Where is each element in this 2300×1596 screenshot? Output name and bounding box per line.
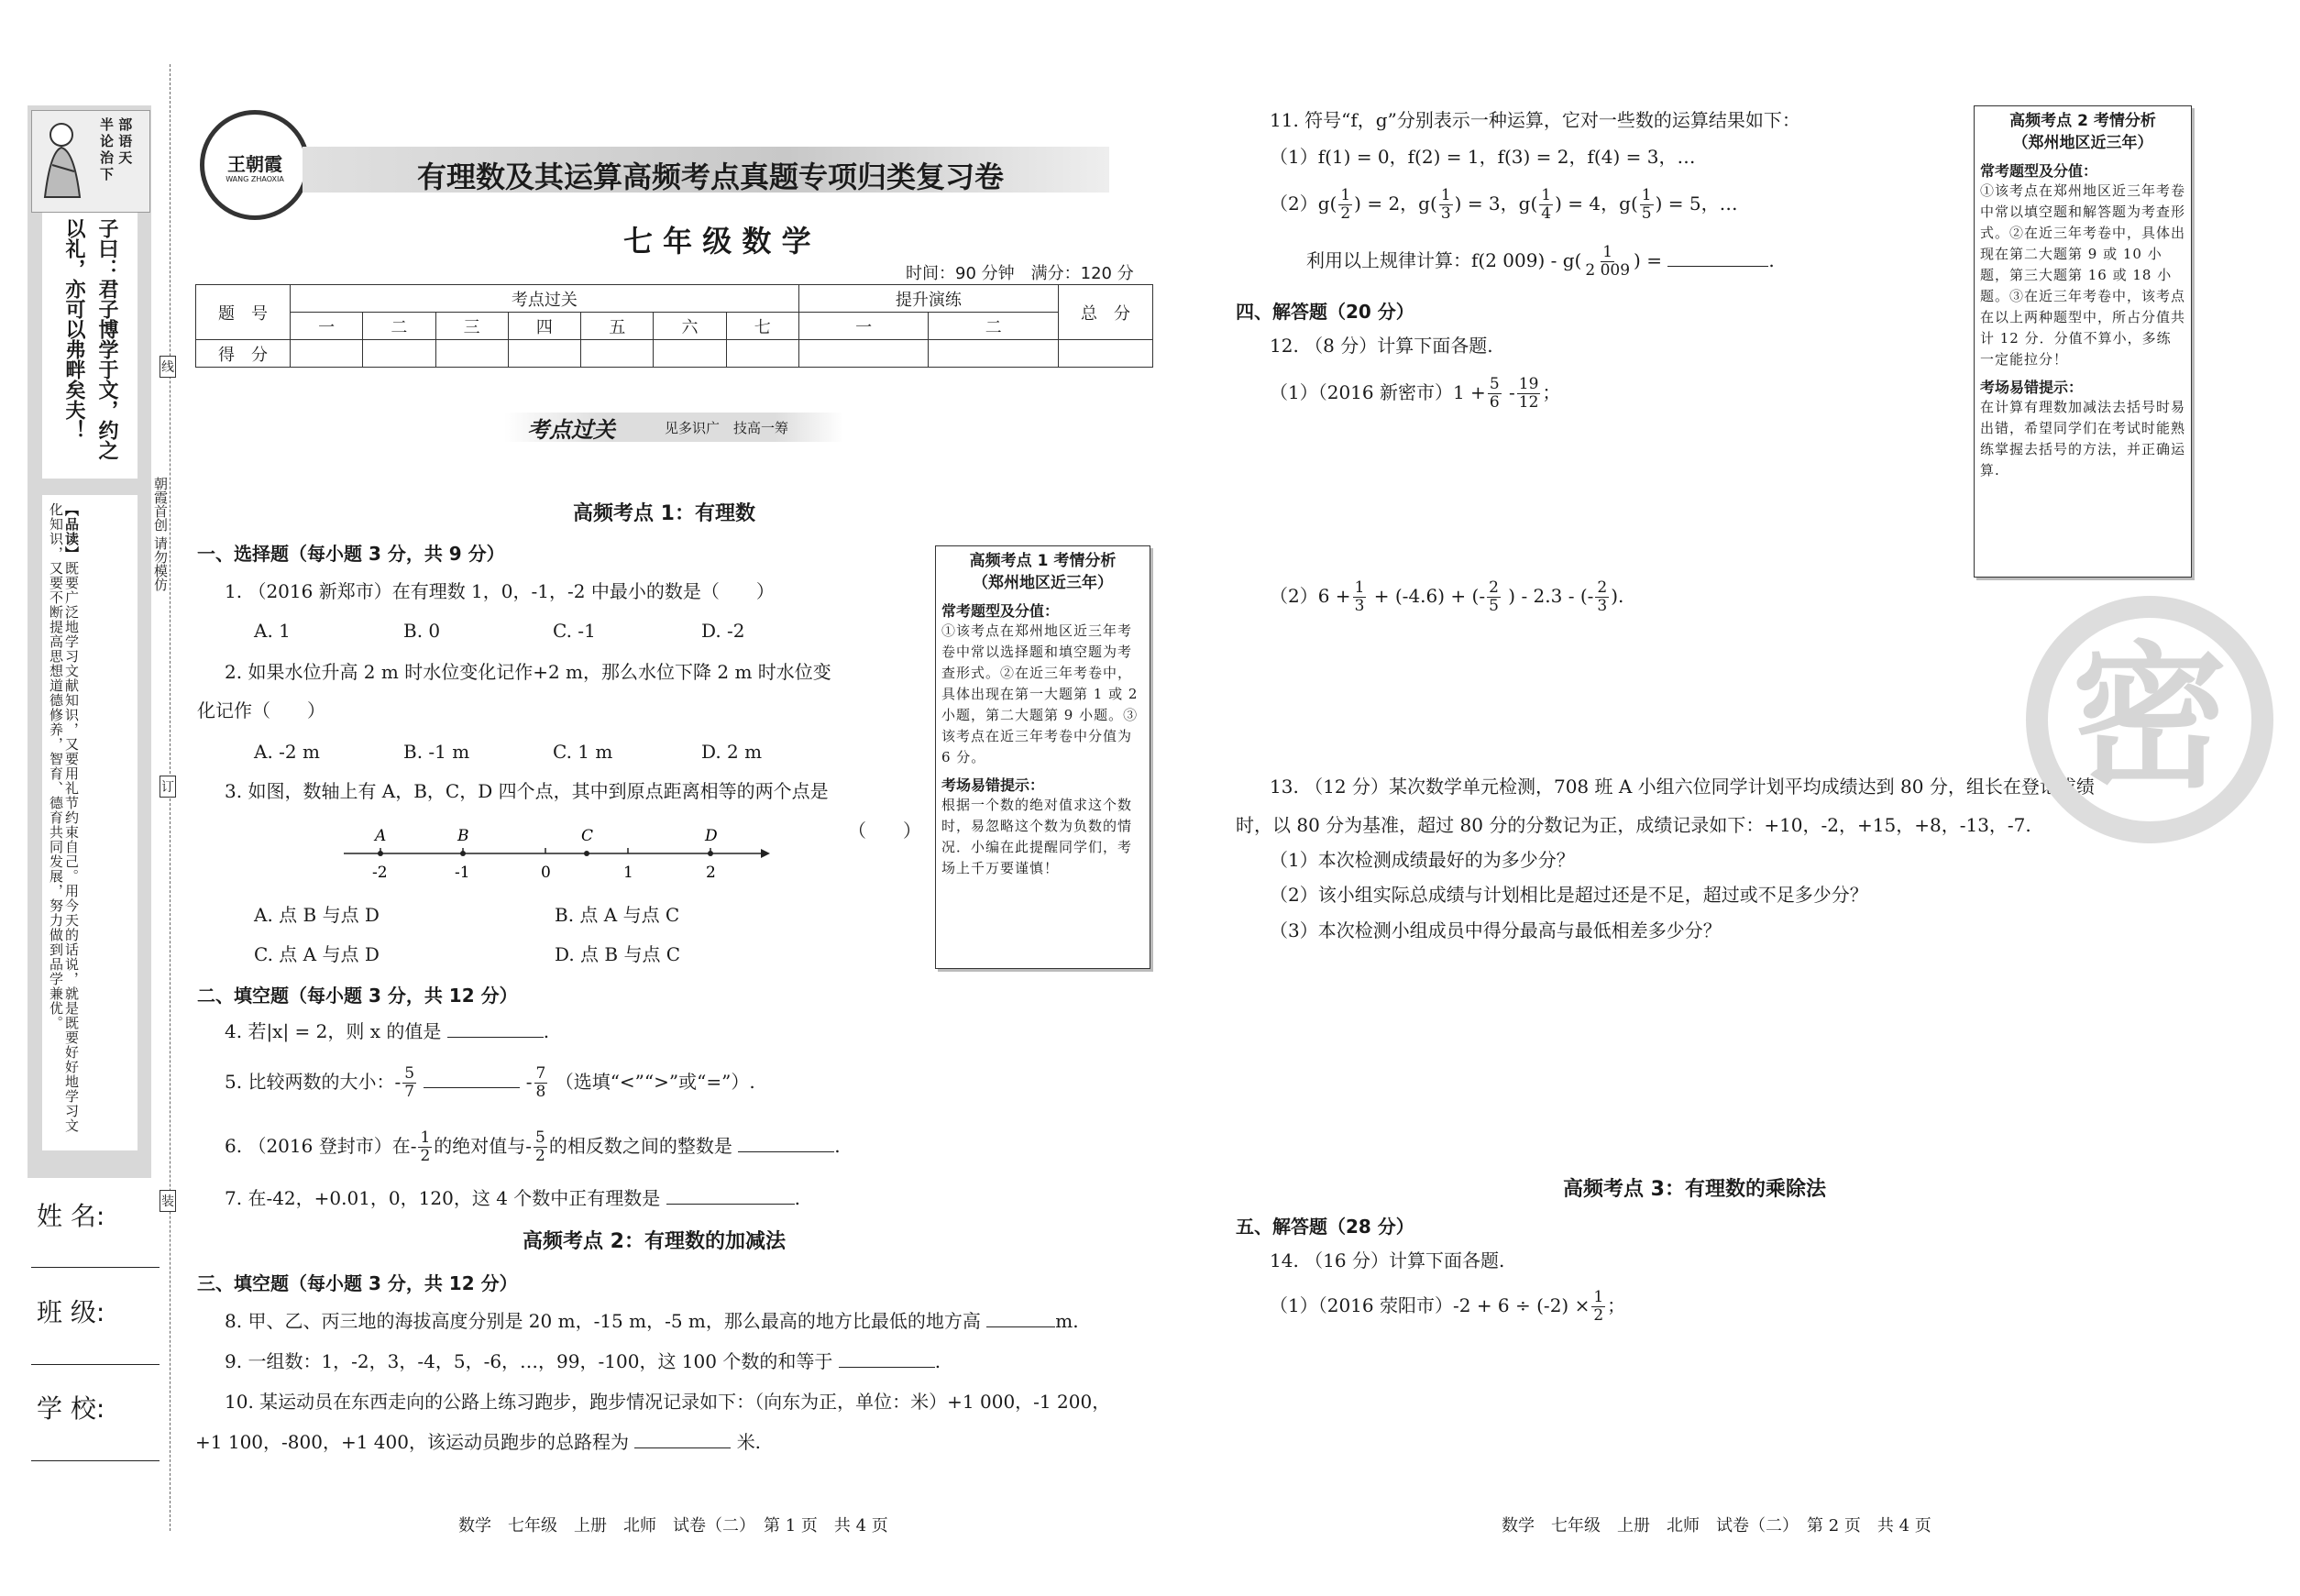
tick-label: -2 xyxy=(372,864,388,882)
fraction: $\frac{1}{2}$ xyxy=(1340,186,1351,223)
question-2-cont: 化记作（ ） xyxy=(197,699,325,721)
box2-title2: （郑州地区近三年） xyxy=(2012,134,2153,152)
fraction: $\frac{1}{2}$ xyxy=(420,1128,431,1165)
q7-answer-blank[interactable] xyxy=(666,1187,795,1205)
question-3: 3. 如图，数轴上有 A，B，C，D 四个点，其中到原点距离相等的两个点是 xyxy=(225,780,829,802)
question-12: 12. （8 分）计算下面各题. xyxy=(1270,335,1493,357)
point-label: B xyxy=(457,827,469,845)
q9-answer-blank[interactable] xyxy=(839,1350,935,1368)
tick-marks xyxy=(380,848,710,853)
banner-main: 考点过关 xyxy=(527,417,615,443)
cut-line xyxy=(170,64,171,1531)
q2-option-b[interactable]: B. -1 m xyxy=(403,741,470,763)
col-label: 五 xyxy=(581,313,654,340)
col-label: 一 xyxy=(798,313,929,340)
question-9: 9. 一组数：1，-2，3，-4，5，-6，…，99，-100，这 100 个数的和等于 . xyxy=(225,1350,941,1372)
q11-line-2: （2）g( $\frac{1}{2}$ ) = 2，g( $\frac{1}{3}$ ) = 3，g( $\frac{1}{4}$ ) = 4，g( $\frac{1}{5}$ ) = 5，… xyxy=(1270,186,1738,223)
question-8 xyxy=(225,1309,1079,1333)
secret-stamp xyxy=(2026,596,2273,843)
q10-answer-blank[interactable] xyxy=(634,1431,731,1448)
q11-line-1: （1）f(1) = 0，f(2) = 1，f(3) = 2，f(4) = 3，… xyxy=(1270,146,1696,168)
name-field[interactable] xyxy=(31,1267,160,1268)
fraction: $\frac{1}{4}$ xyxy=(1541,186,1552,223)
logo-text: 王朝霞 xyxy=(227,153,282,175)
fraction: $\frac{1}{3}$ xyxy=(1354,578,1365,615)
q10-text-b: +1 100，-800，+1 400，该运动员跑步的总路程为 xyxy=(195,1431,629,1453)
score-cell[interactable] xyxy=(1059,340,1153,368)
box1-sub1: 常考题型及分值： xyxy=(941,602,1060,620)
scholar-figure-icon xyxy=(34,115,98,206)
school-label: 学 校: xyxy=(37,1393,105,1424)
box2-sub2: 考场易错提示： xyxy=(1980,379,2084,396)
question-2: 2. 如果水位升高 2 m 时水位变化记作+2 m，那么水位下降 2 m 时水位变 xyxy=(225,661,831,683)
question-6: 6. （2016 登封市）在- $\frac{1}{2}$ 的绝对值与- $\frac{5}{2}$ 的相反数之间的整数是 . xyxy=(225,1128,841,1165)
logo-sub: WANG ZHAOXIA xyxy=(226,175,284,183)
section-5: 五、解答题（28 分） xyxy=(1236,1216,1414,1238)
box2-text1: ①该考点在郑州地区近三年考卷中常以填空题和解答题为考查形式。②在近三年考卷中，具体出现在第二大题第 9 或 10 小题，第三大题第 16 或 18 小题。③在近三年考卷中，该考点在以上两种题型中，所占分值共计 12 分．分值不算小，多练一定能拉分！ xyxy=(1980,182,2186,368)
score-cell[interactable] xyxy=(508,340,580,368)
q5-text-a: 5. 比较两数的大小：- xyxy=(225,1071,402,1093)
analysis-box-1 xyxy=(935,545,1150,969)
q5-text-mid: - xyxy=(525,1071,533,1093)
class-label: 班 级: xyxy=(37,1297,105,1327)
q8-text: 8. 甲、乙、丙三地的海拔高度分别是 20 m，-15 m，-5 m，那么最高的地方比最低的地方高 xyxy=(225,1310,981,1332)
analysis-box-2 xyxy=(1974,105,2192,578)
exam-subtitle: 七 年 级 数 学 xyxy=(623,224,811,259)
point-label: C xyxy=(581,827,594,845)
footer-page-1: 数学 七年级 上册 北师 试卷（二） 第 1 页 共 4 页 xyxy=(458,1516,888,1535)
box1-title2: （郑州地区近三年） xyxy=(973,574,1113,592)
col-label: 七 xyxy=(726,313,798,340)
fraction: $\frac{2}{5}$ xyxy=(1489,578,1499,615)
q14-part-1: （1）（2016 荥阳市）-2 + 6 ÷ (-2) × $\frac{1}{2}$ ； xyxy=(1270,1288,1626,1325)
fraction: $\frac{5}{2}$ xyxy=(535,1128,545,1165)
col-label: 二 xyxy=(929,313,1059,340)
q1-option-c[interactable]: C. -1 xyxy=(553,620,596,642)
fraction: $\frac{1}{5}$ xyxy=(1641,186,1652,223)
ornament-char: 论 xyxy=(100,133,115,149)
cut-mark: 线 xyxy=(160,356,176,378)
q13-sub-1: （1）本次检测成绩最好的为多少分？ xyxy=(1270,849,1575,871)
time-info: 时间：90 分钟 满分：120 分 xyxy=(906,264,1134,283)
q3-answer-paren[interactable]: （ ） xyxy=(848,820,921,842)
section-1: 一、选择题（每小题 3 分，共 9 分） xyxy=(197,543,505,565)
fraction: $\frac{7}{8}$ xyxy=(535,1064,546,1101)
score-cell[interactable] xyxy=(435,340,508,368)
question-10-cont xyxy=(195,1430,761,1454)
stamp-text: 密 xyxy=(2071,628,2228,809)
q1-option-b[interactable]: B. 0 xyxy=(403,620,441,642)
q12-part-2: （2）6 + $\frac{1}{3}$ + (-4.6) + (- $\frac{2}{5}$ ) - 2.3 - (- $\frac{2}{3}$ ). xyxy=(1270,578,1624,615)
name-label: 姓 名: xyxy=(37,1201,105,1231)
tick-label: 0 xyxy=(541,864,551,882)
score-cell[interactable] xyxy=(798,340,929,368)
question-4: 4. 若|x| = 2，则 x 的值是 . xyxy=(225,1020,550,1042)
question-13: 13. （12 分）某次数学单元检测，708 班 A 小组六位同学计划平均成绩达到 80 分，组长在登记成绩 xyxy=(1270,776,2095,798)
q2-option-a[interactable]: A. -2 m xyxy=(254,741,320,763)
class-field[interactable] xyxy=(31,1364,160,1365)
col-label: 三 xyxy=(435,313,508,340)
score-cell[interactable] xyxy=(581,340,654,368)
q6-text-a: 6. （2016 登封市）在- xyxy=(225,1135,417,1157)
box1-text2: 根据一个数的绝对值求这个数时，易忽略这个数为负数的情况．小编在此提醒同学们，考场上千万要谨慎！ xyxy=(941,797,1133,876)
question-14: 14. （16 分）计算下面各题. xyxy=(1270,1249,1505,1271)
col-label: 六 xyxy=(654,313,726,340)
confucius-quote: 子曰：君子博学于文，约之以礼，亦可以弗畔矣夫！ xyxy=(62,218,118,460)
total-label: 总 分 xyxy=(1059,285,1153,340)
question-13-cont: 时，以 80 分为基准，超过 80 分的分数记为正，成绩记录如下：+10，-2，+15，+8，-13，-7. xyxy=(1236,814,2031,836)
score-table xyxy=(195,284,1153,368)
question-10: 10. 某运动员在东西走向的公路上练习跑步，跑步情况记录如下：（向东为正，单位：米）+1 000，-1 200， xyxy=(225,1391,1111,1413)
question-5 xyxy=(225,1062,755,1102)
pindu-label: 【品读】 xyxy=(63,502,80,561)
q1-option-a[interactable]: A. 1 xyxy=(254,620,291,642)
kp3-title: 高频考点 3：有理数的乘除法 xyxy=(1563,1178,1826,1201)
tick-label: -1 xyxy=(455,864,470,882)
q8-unit: m. xyxy=(1055,1310,1079,1332)
col-label: 一 xyxy=(291,313,363,340)
section-4: 四、解答题（20 分） xyxy=(1236,301,1414,323)
score-cell[interactable] xyxy=(363,340,435,368)
col-label: 四 xyxy=(508,313,580,340)
section-3: 三、填空题（每小题 3 分，共 12 分） xyxy=(197,1272,518,1294)
sidebar-ornament xyxy=(31,110,150,213)
exam-title: 有理数及其运算高频考点真题专项归类复习卷 xyxy=(417,160,1005,194)
ornament-char: 部 xyxy=(118,116,133,133)
ornament-char: 语 xyxy=(118,133,133,149)
kp1-title: 高频考点 1：有理数 xyxy=(573,502,755,525)
cut-mark: 装 xyxy=(160,1190,176,1212)
logo xyxy=(200,110,310,220)
box2-text2: 在计算有理数加减法去括号时易出错，希望同学们在考试时能熟练掌握去括号的方法，并正确运算. xyxy=(1980,399,2186,479)
school-field[interactable] xyxy=(31,1460,160,1461)
ornament-char: 天 xyxy=(118,149,133,166)
q6-answer-blank[interactable] xyxy=(738,1135,834,1152)
q5-answer-blank[interactable] xyxy=(424,1071,520,1088)
footer-page-2: 数学 七年级 上册 北师 试卷（二） 第 2 页 共 4 页 xyxy=(1502,1516,1931,1535)
q9-text: 9. 一组数：1，-2，3，-4，5，-6，…，99，-100，这 100 个数的和等于 xyxy=(225,1350,833,1372)
ornament-char: 下 xyxy=(100,166,115,182)
fraction: $\frac{1}{2}$ xyxy=(1593,1288,1604,1325)
pindu-box xyxy=(42,495,138,1150)
group-label: 提升演练 xyxy=(798,285,1058,313)
fraction: $\frac{1}{2 009}$ xyxy=(1585,243,1631,280)
q11-line-3: 利用以上规律计算：f(2 009) - g( $\frac{1}{2 009}$ ) = . xyxy=(1306,243,1775,280)
cut-mark: 订 xyxy=(160,776,176,798)
q8-answer-blank[interactable] xyxy=(986,1310,1055,1327)
q3-option-c[interactable]: C. 点 A 与点 D xyxy=(254,943,380,965)
q4-text: 4. 若|x| = 2，则 x 的值是 xyxy=(225,1020,442,1042)
tick-label: 1 xyxy=(623,864,633,882)
q4-answer-blank[interactable] xyxy=(447,1020,544,1038)
box2-title: 高频考点 2 考情分析 xyxy=(2009,112,2156,130)
box2-sub1: 常考题型及分值： xyxy=(1980,162,2098,180)
q12-part-1: （1）（2016 新密市）1 + $\frac{5}{6}$ - $\frac{19}{12}$ ； xyxy=(1270,375,1561,412)
box1-sub2: 考场易错提示： xyxy=(941,776,1045,794)
q5-text-b: （选填“<”“>”或“=”）. xyxy=(555,1071,755,1093)
score-cell[interactable] xyxy=(654,340,726,368)
q3-option-b[interactable]: B. 点 A 与点 C xyxy=(555,904,680,926)
question-7: 7. 在-42，+0.01，0，120，这 4 个数中正有理数是 . xyxy=(225,1187,800,1209)
row-label: 得 分 xyxy=(196,340,291,368)
kp2-title: 高频考点 2：有理数的加减法 xyxy=(523,1230,786,1253)
score-cell[interactable] xyxy=(929,340,1059,368)
fraction: $\frac{5}{6}$ xyxy=(1489,375,1500,412)
q6-text-c: 的相反数之间的整数是 xyxy=(548,1135,732,1157)
tick-label: 2 xyxy=(706,864,716,882)
q10-unit: 米. xyxy=(736,1431,762,1453)
fraction: $\frac{19}{12}$ xyxy=(1518,375,1539,412)
fraction: $\frac{1}{3}$ xyxy=(1440,186,1451,223)
q13-sub-2: （2）该小组实际总成绩与计划相比是超过还是不足，超过或不足多少分？ xyxy=(1270,884,1868,906)
col-label: 二 xyxy=(363,313,435,340)
point-label: A xyxy=(375,827,387,845)
score-cell[interactable] xyxy=(726,340,798,368)
q2-option-c[interactable]: C. 1 m xyxy=(553,741,613,763)
fraction: $\frac{2}{3}$ xyxy=(1597,578,1608,615)
q7-text: 7. 在-42，+0.01，0，120，这 4 个数中正有理数是 xyxy=(225,1187,661,1209)
q11-answer-blank[interactable] xyxy=(1667,249,1768,267)
point-label: D xyxy=(705,827,718,845)
pindu-text: 既要广泛地学习文献知识，又要用礼节约束自己。用今天的话说，就是既要好好地学习文化知识，又要不断提高思想道德修养，智育、德育共同发展，努力做到品学兼优。 xyxy=(48,502,80,1133)
question-1: 1. （2016 新郑市）在有理数 1，0，-1，-2 中最小的数是（ ） xyxy=(225,580,775,602)
score-cell[interactable] xyxy=(291,340,363,368)
ornament-char: 半 xyxy=(100,116,115,133)
banner-sub: 见多识广 技高一筹 xyxy=(665,420,789,436)
group-label: 考点过关 xyxy=(291,285,799,313)
fraction: $\frac{5}{7}$ xyxy=(404,1064,415,1101)
q2-option-d[interactable]: D. 2 m xyxy=(701,741,763,763)
number-line xyxy=(339,820,770,885)
q3-option-d[interactable]: D. 点 B 与点 C xyxy=(555,943,681,965)
question-11: 11. 符号“f，g”分别表示一种运算，它对一些数的运算结果如下： xyxy=(1270,109,1800,131)
q6-text-b: 的绝对值与- xyxy=(434,1135,533,1157)
q13-sub-3: （3）本次检测小组成员中得分最高与最低相差多少分？ xyxy=(1270,919,1722,941)
quote-box xyxy=(42,213,138,479)
ornament-char: 治 xyxy=(100,149,115,166)
box1-title: 高频考点 1 考情分析 xyxy=(969,552,1117,570)
q3-option-a[interactable]: A. 点 B 与点 D xyxy=(254,904,380,926)
box1-text1: ①该考点在郑州地区近三年考卷中常以选择题和填空题为考查形式。②在近三年考卷中，具体出现在第一大题第 1 或 2 小题，第二大题第 9 小题。③该考点在近三年考卷中分值为 6 分。 xyxy=(941,622,1139,765)
q1-option-d[interactable]: D. -2 xyxy=(701,620,745,642)
row-label: 题 号 xyxy=(196,285,291,340)
section-2: 二、填空题（每小题 3 分，共 12 分） xyxy=(197,985,518,1007)
margin-note: 朝霞首创 请勿模仿 xyxy=(152,477,169,591)
